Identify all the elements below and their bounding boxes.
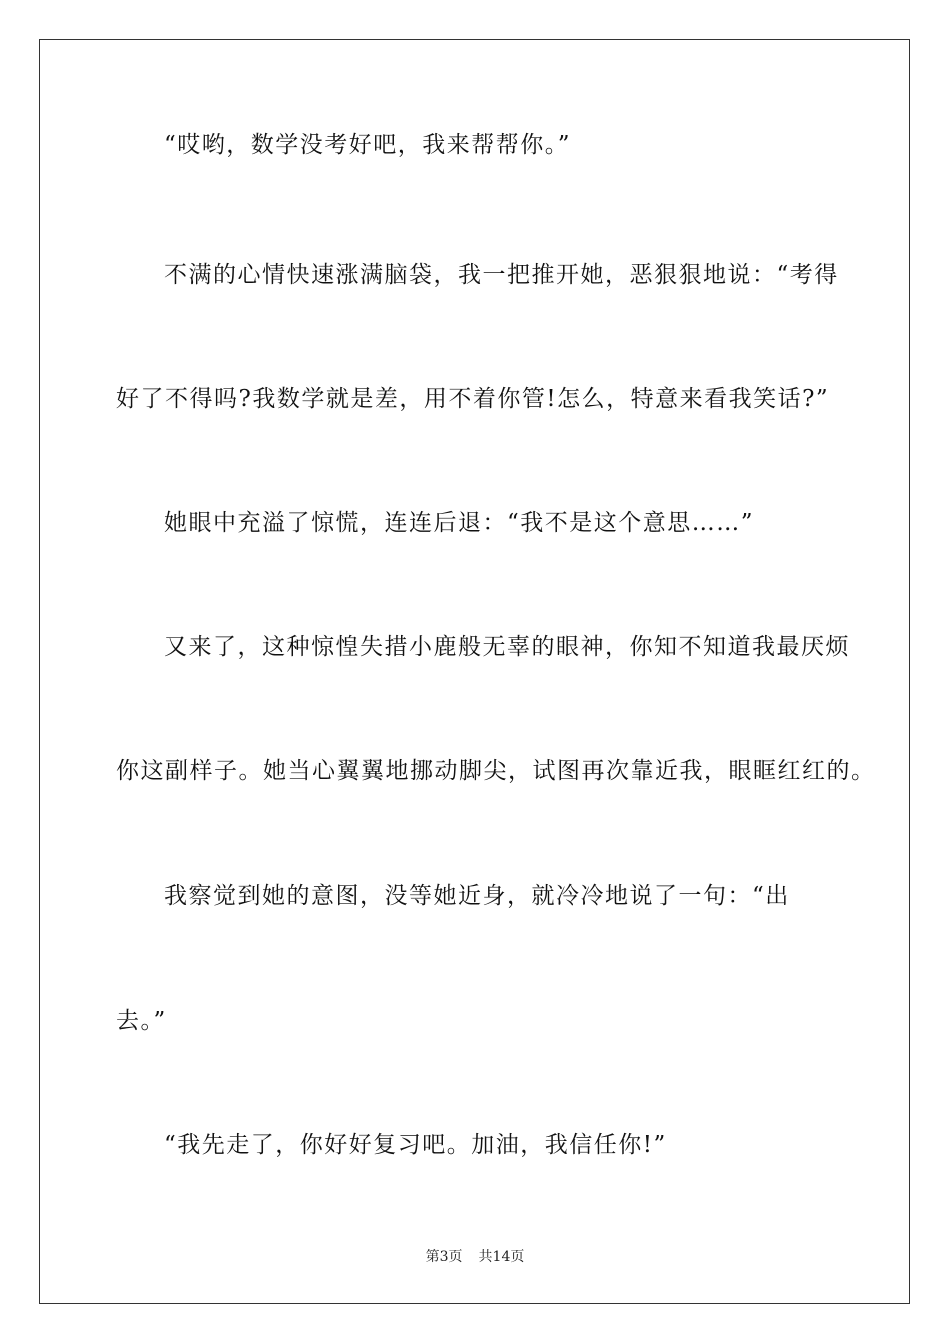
page-number: 第3页 xyxy=(425,1249,463,1265)
page-border xyxy=(39,39,910,1304)
paragraph-line: 我察觉到她的意图，没等她近身，就冷冷地说了一句：“出 xyxy=(164,883,790,909)
page-total: 共14页 xyxy=(478,1249,525,1265)
paragraph-line: 你这副样子。她当心翼翼地挪动脚尖，试图再次靠近我，眼眶红红的。 xyxy=(116,758,876,784)
paragraph-line: 又来了，这种惊惶失措小鹿般无辜的眼神，你知不知道我最厌烦 xyxy=(164,634,850,660)
paragraph-line: “哎哟，数学没考好吧，我来帮帮你。” xyxy=(164,132,572,158)
paragraph-line: “我先走了，你好好复习吧。加油，我信任你!” xyxy=(164,1132,667,1158)
paragraph-line: 去。” xyxy=(116,1008,167,1034)
paragraph-line: 好了不得吗?我数学就是差，用不着你管!怎么，特意来看我笑话?” xyxy=(116,386,830,412)
paragraph-line: 不满的心情快速涨满脑袋，我一把推开她，恶狠狠地说：“考得 xyxy=(164,262,839,288)
paragraph-line: 她眼中充溢了惊慌，连连后退：“我不是这个意思……” xyxy=(164,510,755,536)
page-footer xyxy=(0,1248,950,1266)
